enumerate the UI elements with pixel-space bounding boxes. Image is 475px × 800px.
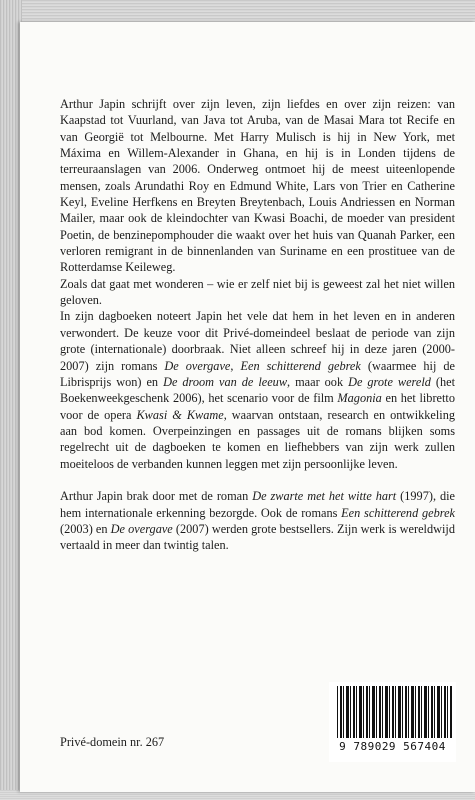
blurb-paragraph: [60, 96, 455, 276]
blurb-text: en het libretto voor de opera: [60, 391, 455, 422]
page-edges-left: [0, 0, 22, 800]
blurb-text: (waarmee hij de Librisprijs won) en: [60, 358, 455, 389]
blurb-text: (1997), die hem internationale erkenning bezorgde. Ook de romans: [60, 489, 455, 520]
blurb-text: , waarvan ontstaan, research en ontwikkeling aan bod komen. Overpeinzingen en passages uit de romans blijken soms regelrecht uit de dagboeken te komen en liefhebbers van zijn werk zullen moeiteloos de verbanden kunnen leggen met zijn persoonlijke leven.: [60, 407, 455, 471]
barcode-number: 9 789029 567404: [339, 740, 446, 753]
blurb-paragraph: [60, 276, 455, 309]
blurb-text: Arthur Japin schrijft over zijn leven, zijn liefdes en over zijn reizen: van Kaapstad tot Vuurland, van Java tot Aruba, van de Masai Mara tot Recife en van Georgië tot Melbourne. Met Harry Mulisch is hij in New York, met Máxima en Willem-Alexander in Ghana, en hij is in Londen tijdens de terreuraanslagen van 2006. Onderweg ontmoet hij de meest uiteenlopende mensen, zoals Arundathi Roy en Edmund White, Lars von Trier en Catherine Keyl, Eveline Herfkens en Breyten Breytenbach, Louis Andriessen en Norman Mailer, maar ook de kleindochter van Kwasi Boachi, de moeder van president Poetin, de benzinepomphouder die waakt over het huis van Quanah Parker, een verloren remigrant in de binnenlanden van Suriname en een prostituee van de Rotterdamse Keileweg.: [60, 97, 455, 275]
book-title: De zwarte met het witte hart: [252, 489, 397, 504]
blurb-text: , maar ook: [287, 374, 349, 389]
blurb-paragraph: [60, 488, 455, 553]
isbn-barcode: [329, 682, 456, 762]
blurb-text: Zoals dat gaat met wonderen – wie er zelf niet bij is geweest zal het niet willen geloven.: [60, 276, 455, 308]
book-title: Een schitterend gebrek: [341, 505, 455, 520]
book-title: De droom van de leeuw: [163, 374, 288, 389]
blurb-text: (2003) en: [60, 521, 111, 536]
book-title: De grote wereld: [348, 374, 431, 389]
blurb-text: In zijn dagboeken noteert Japin het vele dat hem in het leven en in anderen verwondert. De keuze voor dit Privé-domeindeel beslaat de periode van zijn grote (internationale) doorbraak. Niet alleen schreef hij in deze jaren (2000-2007) zijn romans: [60, 309, 455, 373]
blurb-text: (het Boekenweekgeschenk 2006), het scenario voor de film: [60, 374, 455, 406]
barcode-bars: [337, 686, 452, 738]
blurb-text: Arthur Japin brak door met de roman: [60, 489, 253, 504]
blurb-text: ,: [230, 358, 241, 373]
blurb-text: (2007) werden grote bestsellers. Zijn werk is wereldwijd vertaald in meer dan twintig talen.: [60, 521, 455, 553]
book-title: Kwasi & Kwame: [136, 407, 224, 422]
book-title: Een schitterend gebrek: [240, 358, 361, 373]
back-cover-blurb: [60, 96, 455, 554]
book-title: De overgave: [164, 358, 231, 373]
series-label: Privé-domein nr. 267: [60, 735, 165, 749]
book-title: Magonia: [337, 391, 382, 406]
blurb-paragraph: [60, 308, 455, 471]
book-title: De overgave: [110, 521, 173, 536]
